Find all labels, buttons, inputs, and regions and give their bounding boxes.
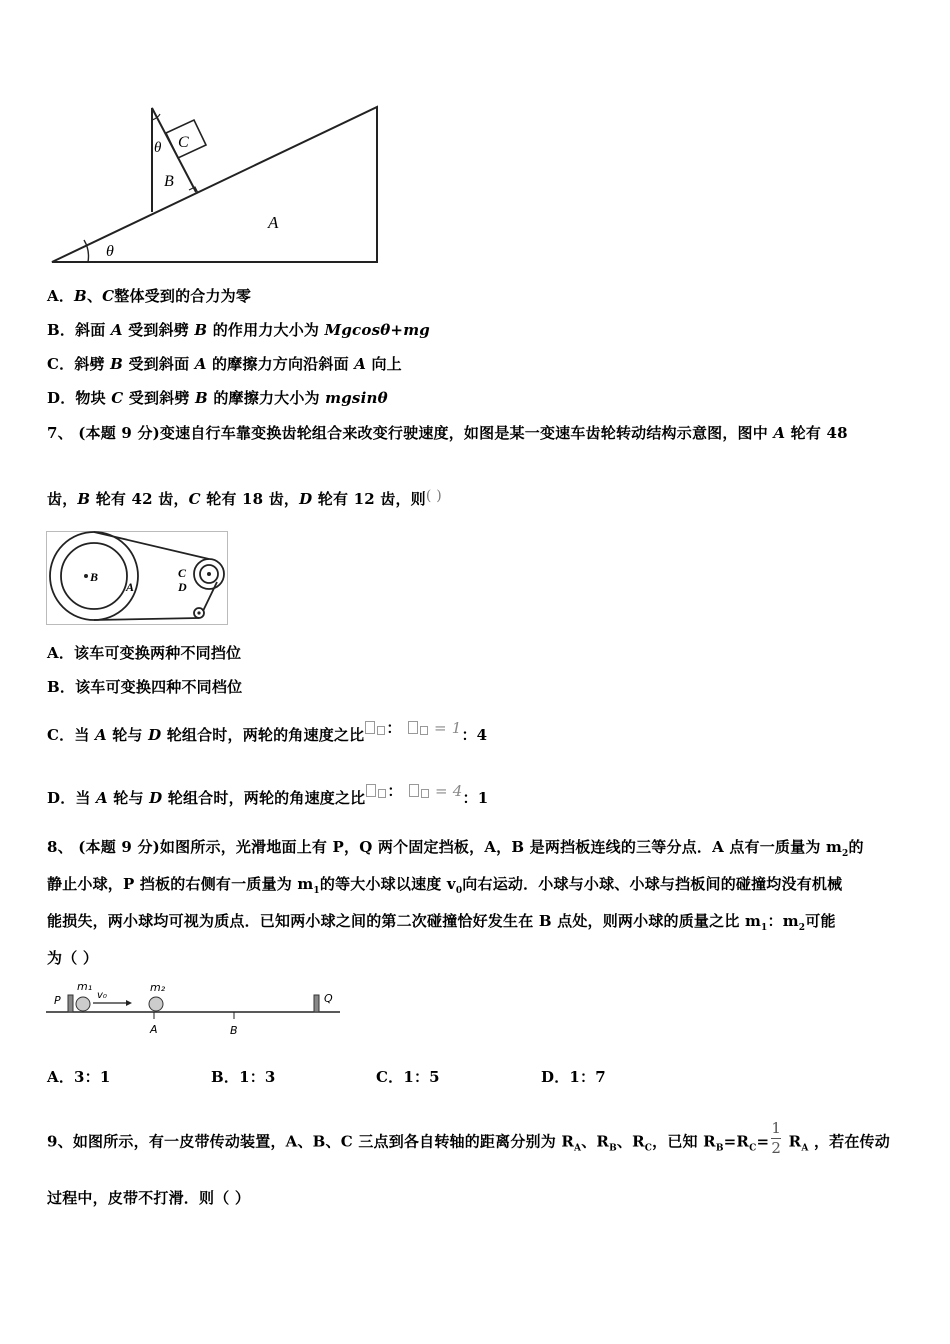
q6-option-b: B．斜面 A 受到斜劈 B 的作用力大小为 Mgcosθ+mg (47, 321, 430, 339)
incline-figure (44, 100, 384, 270)
q9-stem-line1: 9、如图所示，有一皮带传动装置，A、B、C 三点到各自转轴的距离分别为 $R_A$、$R_B$、$R_C$，已知 $R_B=R_C= \frac{1}{2} R_A$ ，若在传动 (47, 1119, 890, 1157)
q8-stem-line2: 静止小球，P 挡板的右侧有一质量为 $m_1$的等大小球以速度 $v_0$向右运动．小球与小球、小球与挡板间的碰撞均没有机械 (47, 875, 843, 896)
fig-label-v0: v₀ (97, 990, 107, 1001)
fig-label-m2: m₂ (150, 981, 166, 994)
q8-option-c: C．1：5 (376, 1068, 440, 1086)
q6-option-d: D．物块 C 受到斜劈 B 的摩擦力大小为 mgsinθ (47, 389, 388, 407)
plate-Q (314, 995, 319, 1012)
q7-option-b: B．该车可变换四种不同档位 (47, 678, 243, 696)
q8-option-b: B．1：3 (211, 1068, 276, 1086)
q7-stem-line2: 齿，B 轮有 42 齿，C 轮有 18 齿，D 轮有 12 齿，则( ) (47, 488, 442, 508)
answer-blank: ( ) (425, 488, 442, 504)
ball-m1 (76, 997, 90, 1011)
fig-label-A: A (150, 1023, 158, 1036)
label-B: B (164, 173, 174, 190)
label-C: C (178, 134, 189, 151)
q7-stem-line1: 7、 (本题 9 分)变速自行车靠变换齿轮组合来改变行驶速度，如图是某一变速车齿轮转动结构示意图，图中 A 轮有 48 (47, 424, 848, 442)
gear-label-D: D (178, 580, 187, 594)
plate-P (68, 995, 73, 1012)
fig-label-P: P (54, 994, 61, 1007)
label-theta-top: θ (154, 140, 162, 156)
q6-option-a: A．B、C整体受到的合力为零 (47, 287, 252, 305)
q8-stem-line4: 为（ ） (47, 949, 99, 967)
q7-option-a: A．该车可变换两种不同挡位 (47, 644, 242, 662)
gear-label-C: C (178, 566, 187, 580)
gear-figure (46, 531, 228, 625)
q8-stem-line3: 能损失，两小球均可视为质点．已知两小球之间的第二次碰撞恰好发生在 B 点处，则两小球的质量之比 $m_1$：$m_2$可能 (47, 912, 836, 933)
fig-label-B: B (230, 1024, 238, 1037)
q6-option-c: C．斜劈 B 受到斜面 A 的摩擦力方向沿斜面 A 向上 (47, 355, 402, 373)
q7-option-c: C．当 A 轮与 D 轮组合时，两轮的角速度之比 ： = 1：4 (47, 719, 488, 744)
ball-m2 (149, 997, 163, 1011)
q8-option-d: D．1：7 (541, 1068, 606, 1086)
collision-figure (46, 977, 346, 1039)
fig-label-m1: m₁ (77, 980, 93, 993)
label-A: A (268, 213, 279, 232)
fig-label-Q: Q (324, 992, 333, 1005)
q8-stem-line1: 8、 (本题 9 分)如图所示，光滑地面上有 P，Q 两个固定挡板，A，B 是两挡板连线的三等分点．A 点有一质量为 $m_2$的 (47, 838, 864, 859)
incline-A-shape (52, 107, 377, 262)
label-theta-bottom: θ (106, 243, 114, 260)
gear-label-A: A (126, 580, 135, 594)
fraction-one-half: $\frac{1}{2}$ (771, 1119, 782, 1157)
q8-option-a: A．3：1 (47, 1068, 111, 1086)
q7-option-d: D．当 A 轮与 D 轮组合时，两轮的角速度之比 ： = 4：1 (47, 782, 489, 807)
gear-label-B: B (90, 570, 99, 584)
q9-stem-line2: 过程中，皮带不打滑．则（ ） (47, 1189, 251, 1207)
